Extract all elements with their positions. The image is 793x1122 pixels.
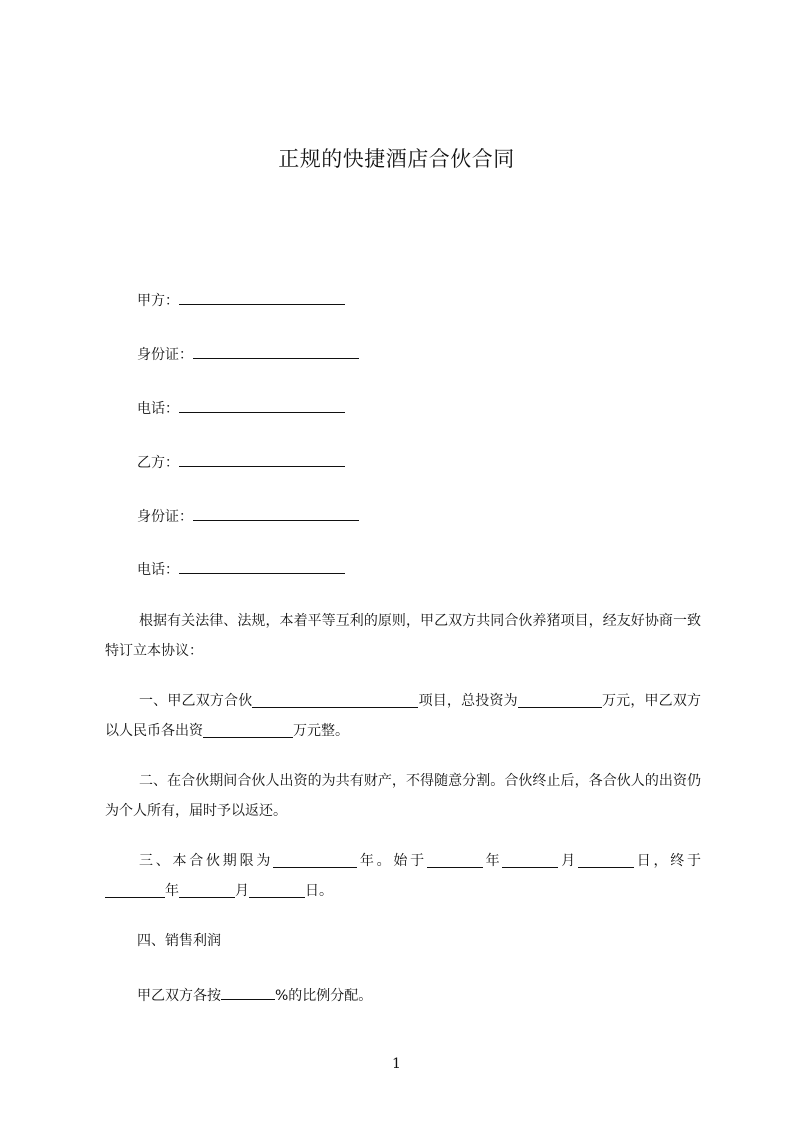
page-number: 1 bbox=[392, 1056, 401, 1072]
clause-1-each-blank[interactable] bbox=[203, 722, 293, 738]
party-b-field bbox=[137, 452, 345, 472]
party-b-label: 乙方： bbox=[137, 455, 179, 471]
party-b-phone-blank[interactable] bbox=[179, 559, 345, 574]
clause-3-years-blank[interactable] bbox=[273, 852, 357, 868]
party-a-blank[interactable] bbox=[179, 290, 345, 305]
party-b-id-blank[interactable] bbox=[193, 506, 359, 521]
party-b-blank[interactable] bbox=[179, 452, 345, 467]
end-day-blank[interactable] bbox=[249, 882, 305, 898]
clause-3-text-g: 月 bbox=[235, 883, 249, 899]
clause-1-text-d: 万元整。 bbox=[293, 723, 349, 739]
clause-3-text-c: 年 bbox=[482, 853, 503, 869]
clause-1-total-blank[interactable] bbox=[518, 692, 602, 708]
clause-4-text-b: %的比例分配。 bbox=[275, 988, 373, 1004]
start-year-blank[interactable] bbox=[427, 852, 483, 868]
clause-3-text-h: 日。 bbox=[305, 883, 333, 899]
clause-3 bbox=[105, 846, 701, 906]
party-a-id-label: 身份证： bbox=[137, 347, 193, 363]
party-b-id-field bbox=[137, 506, 359, 526]
party-a-id-field bbox=[137, 344, 359, 364]
party-a-phone-label: 电话： bbox=[137, 401, 179, 417]
party-b-phone-field bbox=[137, 559, 345, 579]
clause-3-text-a: 三、本合伙期限为 bbox=[139, 853, 274, 869]
party-a-phone-field bbox=[137, 398, 345, 418]
document-title: 正规的快捷酒店合伙合同 bbox=[278, 147, 515, 171]
start-month-blank[interactable] bbox=[502, 852, 558, 868]
clause-1-text-b: 项目，总投资为 bbox=[418, 693, 518, 709]
party-b-phone-label: 电话： bbox=[137, 562, 179, 578]
end-year-blank[interactable] bbox=[105, 882, 165, 898]
clause-4-text-a: 甲乙双方各按 bbox=[137, 988, 221, 1004]
clause-1-text-a: 一、甲乙双方合伙 bbox=[139, 693, 253, 709]
profit-ratio-blank[interactable] bbox=[221, 985, 275, 1000]
clause-1 bbox=[105, 686, 701, 746]
party-a-field bbox=[137, 290, 345, 310]
end-month-blank[interactable] bbox=[179, 882, 235, 898]
start-day-blank[interactable] bbox=[578, 852, 634, 868]
party-b-id-label: 身份证： bbox=[137, 509, 193, 525]
clause-3-text-e: 日，终于 bbox=[633, 853, 702, 869]
clause-2: 二、在合伙期间合伙人出资的为共有财产，不得随意分割。合伙终止后，各合伙人的出资仍为个人所有，届时予以返还。 bbox=[105, 773, 701, 819]
clause-3-text-b: 年。始于 bbox=[357, 853, 427, 869]
intro-paragraph: 根据有关法律、法规，本着平等互利的原则，甲乙双方共同合伙养猪项目，经友好协商一致特订立本协议： bbox=[105, 613, 701, 659]
party-a-phone-blank[interactable] bbox=[179, 398, 345, 413]
clause-4-text bbox=[137, 985, 372, 1005]
clause-1-project-blank[interactable] bbox=[252, 692, 418, 708]
clause-3-text-f: 年 bbox=[165, 883, 179, 899]
clause-3-text-d: 月 bbox=[558, 853, 578, 869]
party-a-label: 甲方： bbox=[137, 293, 179, 309]
clause-1-text-c: 万元，甲乙双方以人民币各出资 bbox=[105, 693, 702, 739]
party-a-id-blank[interactable] bbox=[193, 344, 359, 359]
clause-4-heading: 四、销售利润 bbox=[137, 933, 221, 949]
